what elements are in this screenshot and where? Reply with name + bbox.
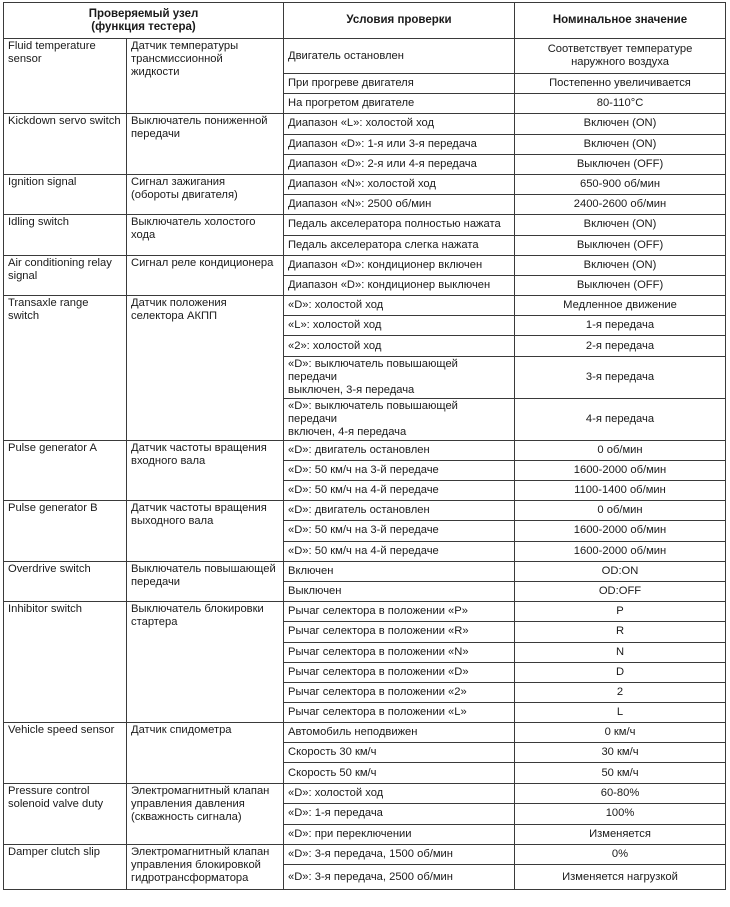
diagnostic-table: [3, 2, 726, 890]
nominal-value: 3-я передача: [515, 356, 726, 398]
check-condition: Скорость 50 км/ч: [284, 763, 515, 783]
nominal-value: Выключен (OFF): [515, 154, 726, 174]
node-english-name: Idling switch: [4, 215, 127, 255]
nominal-value: 30 км/ч: [515, 743, 726, 763]
check-condition: Автомобиль неподвижен: [284, 723, 515, 743]
check-condition: Диапазон «L»: холостой ход: [284, 114, 515, 134]
nominal-value: 1600-2000 об/мин: [515, 460, 726, 480]
nominal-value: Выключен (OFF): [515, 235, 726, 255]
table-row: [4, 723, 726, 743]
check-condition: «D»: выключатель повышающей передачи включен, 4-я передача: [284, 398, 515, 440]
check-condition: Включен: [284, 561, 515, 581]
nominal-value: 1100-1400 об/мин: [515, 481, 726, 501]
node-english-name: Damper clutch slip: [4, 845, 127, 890]
check-condition: «D»: двигатель остановлен: [284, 501, 515, 521]
node-english-name: Overdrive switch: [4, 561, 127, 601]
check-condition: При прогреве двигателя: [284, 74, 515, 94]
check-condition: Рычаг селектора в положении «L»: [284, 703, 515, 723]
check-condition: «D»: 50 км/ч на 3-й передаче: [284, 460, 515, 480]
table-row: [4, 602, 726, 622]
check-condition: «D»: 1-я передача: [284, 803, 515, 824]
header-node: Проверяемый узел (функция тестера): [4, 3, 284, 39]
header-conditions: Условия проверки: [284, 3, 515, 39]
nominal-value: OD:OFF: [515, 581, 726, 601]
check-condition: «D»: холостой ход: [284, 296, 515, 316]
node-english-name: Transaxle range switch: [4, 296, 127, 441]
nominal-value: Выключен (OFF): [515, 275, 726, 295]
check-condition: Рычаг селектора в положении «N»: [284, 642, 515, 662]
nominal-value: Включен (ON): [515, 255, 726, 275]
nominal-value: P: [515, 602, 726, 622]
nominal-value: Соответствует температуре наружного воздуха: [515, 39, 726, 74]
nominal-value: 50 км/ч: [515, 763, 726, 783]
table-row: [4, 215, 726, 235]
check-condition: «D»: 3-я передача, 2500 об/мин: [284, 865, 515, 890]
check-condition: Диапазон «D»: 2-я или 4-я передача: [284, 154, 515, 174]
node-russian-name: Датчик частоты вращения входного вала: [127, 440, 284, 501]
nominal-value: 60-80%: [515, 783, 726, 803]
nominal-value: 650-900 об/мин: [515, 174, 726, 194]
node-english-name: Pressure control solenoid valve duty: [4, 783, 127, 844]
table-row: [4, 783, 726, 803]
nominal-value: Изменяется нагрузкой: [515, 865, 726, 890]
diagnostic-table-page: [3, 2, 726, 890]
check-condition: Выключен: [284, 581, 515, 601]
nominal-value: R: [515, 622, 726, 642]
node-russian-name: Датчик положения селектора АКПП: [127, 296, 284, 441]
nominal-value: Включен (ON): [515, 114, 726, 134]
table-row: [4, 501, 726, 521]
check-condition: Скорость 30 км/ч: [284, 743, 515, 763]
node-english-name: Air conditioning relay signal: [4, 255, 127, 295]
nominal-value: Включен (ON): [515, 215, 726, 235]
node-english-name: Pulse generator B: [4, 501, 127, 562]
check-condition: «D»: при переключении: [284, 824, 515, 844]
nominal-value: 0 об/мин: [515, 501, 726, 521]
check-condition: Диапазон «D»: кондиционер выключен: [284, 275, 515, 295]
check-condition: Рычаг селектора в положении «R»: [284, 622, 515, 642]
check-condition: «D»: 3-я передача, 1500 об/мин: [284, 845, 515, 865]
nominal-value: 0 об/мин: [515, 440, 726, 460]
node-english-name: Pulse generator A: [4, 440, 127, 501]
check-condition: «D»: 50 км/ч на 4-й передаче: [284, 541, 515, 561]
check-condition: «D»: двигатель остановлен: [284, 440, 515, 460]
node-russian-name: Сигнал зажигания (обороты двигателя): [127, 174, 284, 214]
check-condition: «D»: холостой ход: [284, 783, 515, 803]
node-russian-name: Датчик частоты вращения выходного вала: [127, 501, 284, 562]
nominal-value: Включен (ON): [515, 134, 726, 154]
nominal-value: 0 км/ч: [515, 723, 726, 743]
header-nominal: Номинальное значение: [515, 3, 726, 39]
node-english-name: Vehicle speed sensor: [4, 723, 127, 783]
check-condition: Диапазон «D»: кондиционер включен: [284, 255, 515, 275]
nominal-value: Постепенно увеличивается: [515, 74, 726, 94]
node-russian-name: Выключатель блокировки стартера: [127, 602, 284, 723]
nominal-value: Медленное движение: [515, 296, 726, 316]
nominal-value: 80-110°C: [515, 94, 726, 114]
node-russian-name: Электромагнитный клапан управления давления (скважность сигнала): [127, 783, 284, 844]
table-row: [4, 39, 726, 74]
check-condition: «D»: выключатель повышающей передачи выключен, 3-я передача: [284, 356, 515, 398]
check-condition: Диапазон «D»: 1-я или 3-я передача: [284, 134, 515, 154]
node-english-name: Kickdown servo switch: [4, 114, 127, 175]
node-russian-name: Выключатель повышающей передачи: [127, 561, 284, 601]
nominal-value: L: [515, 703, 726, 723]
node-english-name: Fluid temperature sensor: [4, 39, 127, 114]
nominal-value: 1600-2000 об/мин: [515, 541, 726, 561]
table-row: [4, 561, 726, 581]
nominal-value: 2: [515, 682, 726, 702]
nominal-value: 1600-2000 об/мин: [515, 521, 726, 541]
check-condition: На прогретом двигателе: [284, 94, 515, 114]
nominal-value: OD:ON: [515, 561, 726, 581]
nominal-value: 0%: [515, 845, 726, 865]
check-condition: Рычаг селектора в положении «2»: [284, 682, 515, 702]
node-russian-name: Электромагнитный клапан управления блокировкой гидротрансформатора: [127, 845, 284, 890]
nominal-value: 100%: [515, 803, 726, 824]
nominal-value: 1-я передача: [515, 316, 726, 336]
table-row: [4, 114, 726, 134]
table-row: [4, 845, 726, 865]
check-condition: «D»: 50 км/ч на 3-й передаче: [284, 521, 515, 541]
check-condition: Педаль акселератора полностью нажата: [284, 215, 515, 235]
node-russian-name: Выключатель холостого хода: [127, 215, 284, 255]
header-row: [4, 3, 726, 39]
node-russian-name: Сигнал реле кондиционера: [127, 255, 284, 295]
table-row: [4, 174, 726, 194]
check-condition: Двигатель остановлен: [284, 39, 515, 74]
node-russian-name: Датчик спидометра: [127, 723, 284, 783]
check-condition: «L»: холостой ход: [284, 316, 515, 336]
nominal-value: N: [515, 642, 726, 662]
node-russian-name: Датчик температуры трансмиссионной жидкости: [127, 39, 284, 114]
table-row: [4, 255, 726, 275]
nominal-value: Изменяется: [515, 824, 726, 844]
table-row: [4, 296, 726, 316]
check-condition: Педаль акселератора слегка нажата: [284, 235, 515, 255]
nominal-value: 2-я передача: [515, 336, 726, 356]
node-russian-name: Выключатель пониженной передачи: [127, 114, 284, 175]
nominal-value: D: [515, 662, 726, 682]
check-condition: Рычаг селектора в положении «P»: [284, 602, 515, 622]
node-english-name: Ignition signal: [4, 174, 127, 214]
check-condition: Диапазон «N»: холостой ход: [284, 174, 515, 194]
node-english-name: Inhibitor switch: [4, 602, 127, 723]
check-condition: Рычаг селектора в положении «D»: [284, 662, 515, 682]
nominal-value: 4-я передача: [515, 398, 726, 440]
check-condition: Диапазон «N»: 2500 об/мин: [284, 195, 515, 215]
table-body: [4, 39, 726, 890]
check-condition: «2»: холостой ход: [284, 336, 515, 356]
check-condition: «D»: 50 км/ч на 4-й передаче: [284, 481, 515, 501]
nominal-value: 2400-2600 об/мин: [515, 195, 726, 215]
table-row: [4, 440, 726, 460]
